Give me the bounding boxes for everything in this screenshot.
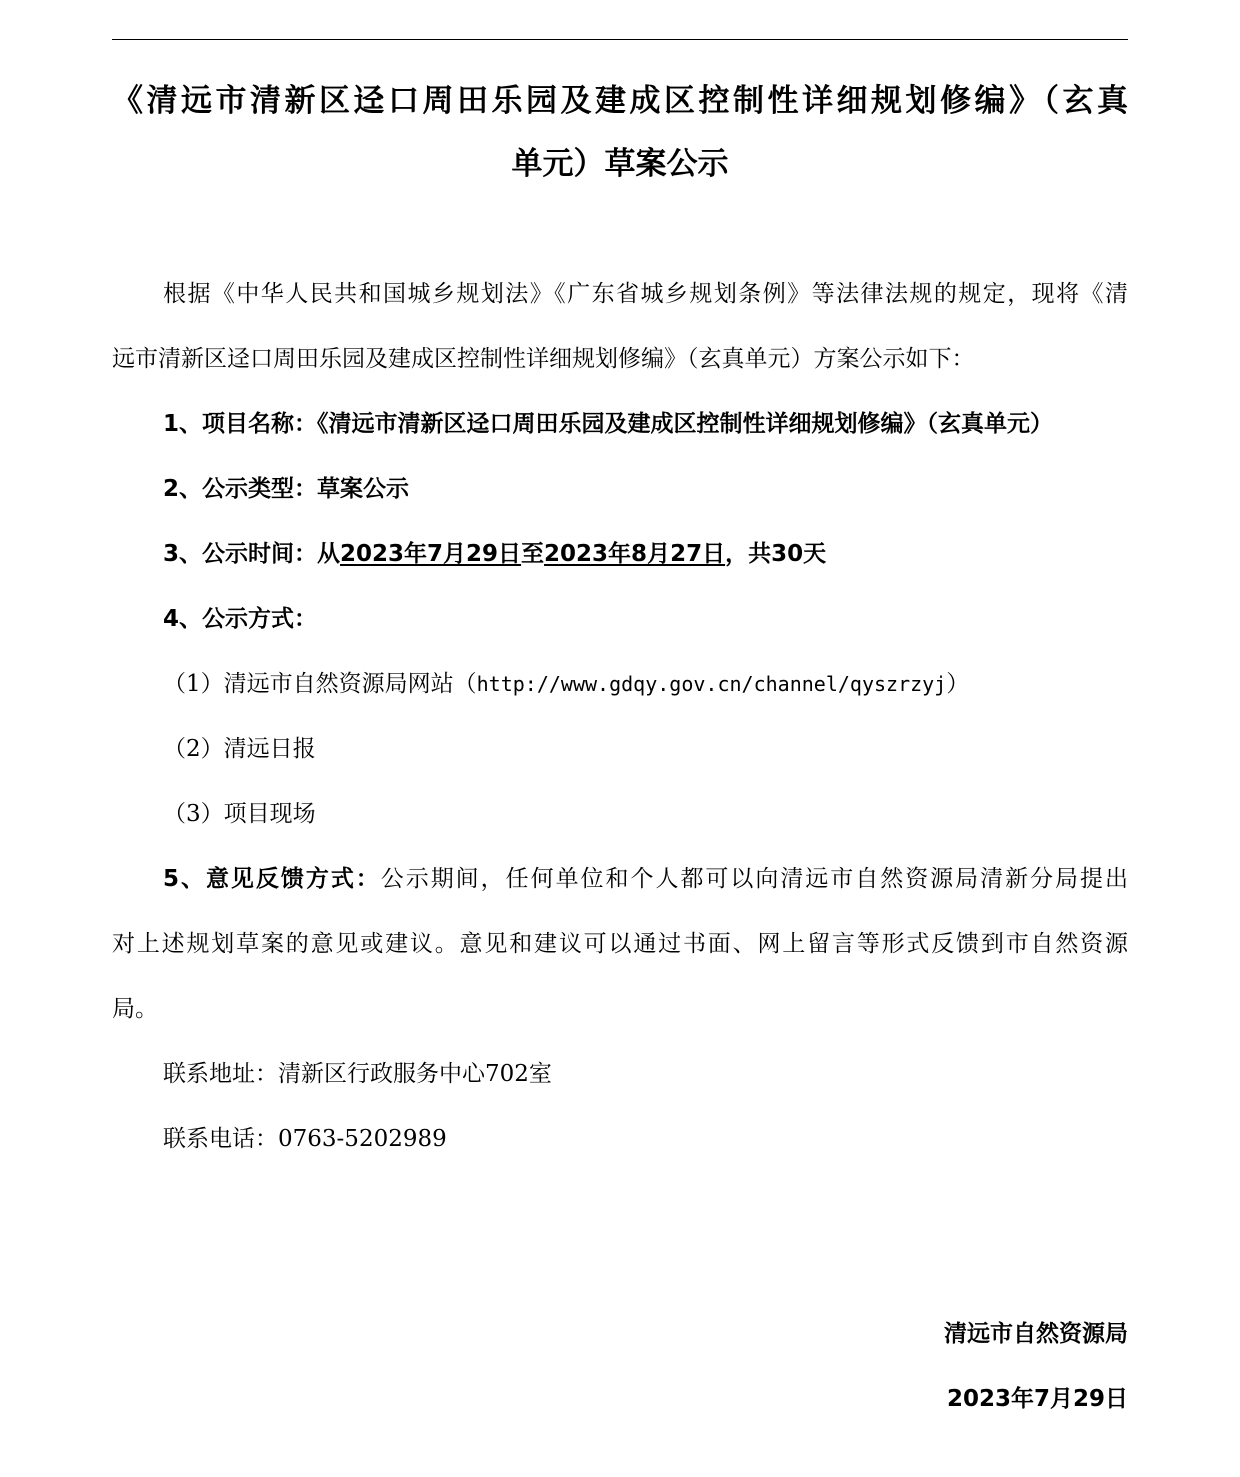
contact-address: 联系地址：清新区行政服务中心702室 [163, 1061, 552, 1087]
intro-paragraph-line-2: 远市清新区迳口周田乐园及建成区控制性详细规划修编》（玄真单元）方案公示如下： [112, 346, 975, 372]
item-feedback-line-2: 对上述规划草案的意见或建议。意见和建议可以通过书面、网上留言等形式反馈到市自然资源 [112, 931, 1128, 957]
signature-org: 清远市自然资源局 [944, 1321, 1128, 1347]
contact-phone: 联系电话：0763-5202989 [163, 1126, 447, 1152]
item-feedback-line-1 [163, 863, 1128, 895]
title-line-1: 《清远市清新区迳口周田乐园及建成区控制性详细规划修编》（玄真 [112, 83, 1128, 119]
item-notice-type [163, 473, 1128, 505]
method-option-website [163, 668, 1128, 700]
item-time-end: 2023年8月27日 [544, 541, 726, 567]
method-option-newspaper: （2）清远日报 [163, 736, 316, 762]
item-time-start: 2023年7月29日 [340, 541, 522, 567]
signature-date: 2023年7月29日 [946, 1386, 1128, 1412]
method-option-website-suffix: ） [946, 671, 970, 697]
item-feedback-label: 5、意见反馈方式： [163, 866, 381, 892]
header-rule [112, 39, 1128, 40]
title-line-2: 单元）草案公示 [511, 146, 729, 182]
website-link[interactable]: http://www.gdqy.gov.cn/channel/qyszrzyj [476, 672, 947, 696]
item-notice-method [163, 603, 1128, 635]
item-time-to: 至 [521, 541, 545, 567]
intro-paragraph-line-1: 根据《中华人民共和国城乡规划法》《广东省城乡规划条例》等法律法规的规定，现将《清 [163, 281, 1128, 307]
item-notice-time [163, 538, 1128, 570]
item-type-label: 2、公示类型： [163, 476, 318, 502]
item-method-label: 4、公示方式： [163, 606, 318, 632]
item-project-value: 《清远市清新区迳口周田乐园及建成区控制性详细规划修编》（玄真单元） [317, 411, 1054, 437]
item-time-label: 3、公示时间：从 [163, 541, 341, 567]
method-option-site: （3）项目现场 [163, 801, 316, 827]
item-type-value: 草案公示 [317, 476, 410, 502]
item-feedback-line-3: 局。 [112, 996, 158, 1022]
item-feedback-text-1: 公示期间，任何单位和个人都可以向清远市自然资源局清新分局提出 [380, 866, 1128, 892]
page-title [112, 70, 1128, 196]
item-project-label: 1、项目名称： [163, 411, 318, 437]
method-option-website-prefix: （1）清远市自然资源局网站（ [163, 671, 477, 697]
item-time-total: ，共30天 [725, 541, 827, 567]
item-project-name [163, 408, 1128, 440]
